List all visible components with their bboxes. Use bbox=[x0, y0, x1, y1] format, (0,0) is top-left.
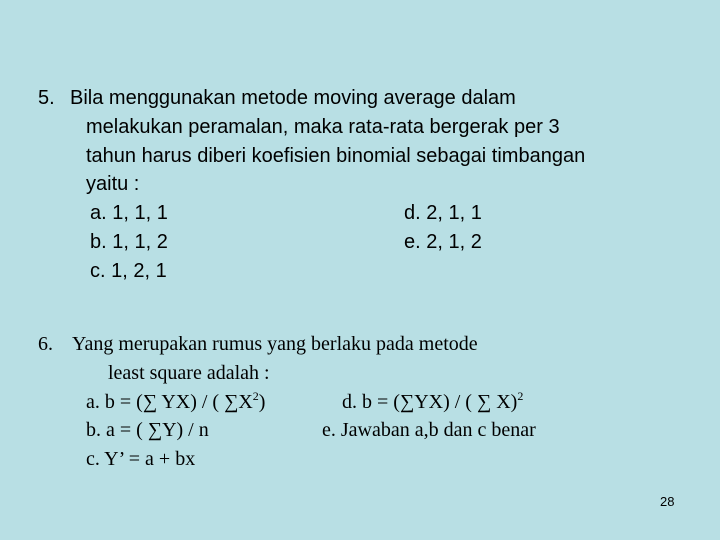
question-5-stem-line-1: Bila menggunakan metode moving average dalam bbox=[70, 87, 516, 109]
question-5-number: 5. bbox=[38, 87, 55, 109]
question-6-option-a-close: ) bbox=[258, 391, 266, 413]
question-5-option-b: b. 1, 1, 2 bbox=[90, 231, 168, 253]
question-5-stem-line-4: yaitu : bbox=[86, 173, 140, 195]
question-6-option-b: b. a = ( ∑Y) / n bbox=[86, 419, 209, 441]
question-6-option-d-exponent: 2 bbox=[517, 389, 524, 403]
question-6-option-c: c. Y’ = a + bx bbox=[86, 448, 196, 470]
question-6-option-a-text: a. b = (∑ YX) / ( ∑X bbox=[86, 391, 253, 413]
question-5-stem-line-2: melakukan peramalan, maka rata-rata bergerak per 3 bbox=[86, 116, 560, 138]
page-number: 28 bbox=[660, 494, 675, 509]
question-5-option-e: e. 2, 1, 2 bbox=[404, 231, 482, 253]
question-5-stem-line-3: tahun harus diberi koefisien binomial sebagai timbangan bbox=[86, 145, 586, 167]
question-6-stem-line-1: Yang merupakan rumus yang berlaku pada metode bbox=[72, 333, 478, 355]
question-5-option-c: c. 1, 2, 1 bbox=[90, 260, 167, 282]
question-6-option-d bbox=[342, 388, 523, 417]
question-6-option-e: e. Jawaban a,b dan c benar bbox=[322, 419, 536, 441]
question-6-option-a bbox=[86, 388, 265, 417]
question-5-option-d: d. 2, 1, 1 bbox=[404, 202, 482, 224]
question-6-option-a-exponent: 2 bbox=[252, 389, 259, 403]
question-5-option-a: a. 1, 1, 1 bbox=[90, 202, 168, 224]
question-6-number: 6. bbox=[38, 333, 53, 355]
question-6-option-d-text: d. b = (∑YX) / ( ∑ X) bbox=[342, 391, 518, 413]
question-6-stem-line-2: least square adalah : bbox=[108, 362, 270, 384]
